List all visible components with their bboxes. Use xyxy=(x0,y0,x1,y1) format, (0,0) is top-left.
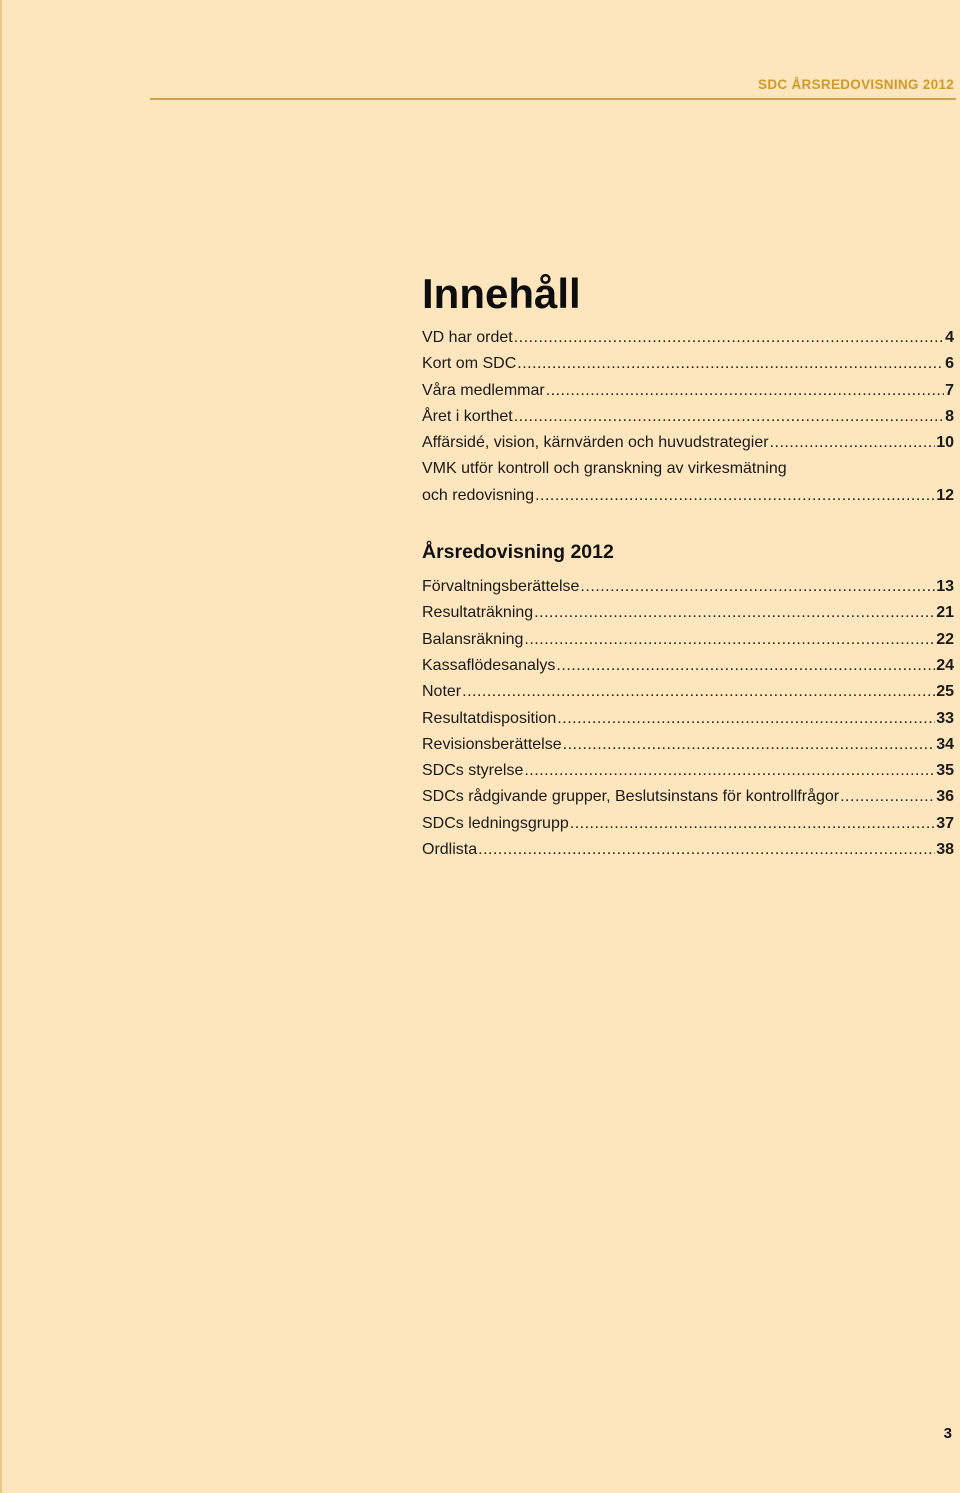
toc-entry[interactable] xyxy=(422,706,954,732)
toc-entry-page: 35 xyxy=(936,762,954,780)
dot-leader xyxy=(514,404,944,430)
toc-entry-label: VD har ordet xyxy=(422,329,513,346)
dot-leader xyxy=(524,758,935,784)
header-divider xyxy=(150,98,956,100)
toc-entry-page: 25 xyxy=(936,683,954,701)
toc-entry-label: Kort om SDC xyxy=(422,355,517,373)
dot-leader xyxy=(462,679,935,705)
toc-entry-page: 24 xyxy=(936,656,954,674)
toc-entry-label: Revisionsberättelse xyxy=(422,735,562,753)
dot-leader xyxy=(546,378,944,404)
dot-leader xyxy=(535,483,935,509)
toc-entry-label: Kassaflödesanalys xyxy=(422,656,556,674)
dot-leader xyxy=(770,430,936,456)
table-of-contents xyxy=(422,268,954,863)
page-number: 3 xyxy=(943,1425,952,1442)
dot-leader xyxy=(580,574,935,600)
toc-entry[interactable] xyxy=(422,325,954,351)
dot-leader xyxy=(563,732,936,758)
toc-entry[interactable] xyxy=(422,456,954,509)
dot-leader xyxy=(534,600,935,626)
toc-entry-page: 12 xyxy=(936,486,954,504)
toc-heading: Innehåll xyxy=(422,270,581,317)
toc-entry-page: 13 xyxy=(936,578,954,596)
toc-entry[interactable] xyxy=(422,732,954,758)
dot-leader xyxy=(570,811,935,837)
dot-leader xyxy=(517,351,944,377)
toc-entry-page: 34 xyxy=(936,735,954,753)
toc-entry-page: 36 xyxy=(936,788,954,806)
toc-entry-page: 33 xyxy=(936,709,954,727)
toc-entry-label: Resultaträkning xyxy=(422,604,534,622)
toc-entry[interactable] xyxy=(422,837,954,863)
page-left-edge xyxy=(0,0,2,1493)
toc-entry-label: SDCs rådgivande grupper, Beslutsinstans för kontrollfrågor xyxy=(422,788,840,806)
toc-entry-page: 6 xyxy=(945,355,954,373)
toc-entry-label: Förvaltningsberättelse xyxy=(422,578,580,596)
toc-entry-label: Ordlista xyxy=(422,841,478,859)
dot-leader xyxy=(557,706,935,732)
toc-entry-page: 10 xyxy=(936,434,954,452)
toc-entry-label: SDCs styrelse xyxy=(422,762,524,780)
toc-entry[interactable] xyxy=(422,627,954,653)
toc-entry-label: Noter xyxy=(422,683,462,701)
dot-leader xyxy=(514,325,944,351)
toc-entry[interactable] xyxy=(422,404,954,430)
toc-entry-label: Året i korthet xyxy=(422,407,513,425)
toc-entry-label: Resultatdisposition xyxy=(422,709,557,727)
toc-entry-page: 37 xyxy=(936,814,954,832)
toc-entry[interactable] xyxy=(422,600,954,626)
toc-entry-label: Affärsidé, vision, kärnvärden och huvudstrategier xyxy=(422,434,769,452)
dot-leader xyxy=(524,627,935,653)
toc-entry[interactable] xyxy=(422,574,954,600)
toc-entry[interactable] xyxy=(422,784,954,810)
toc-entry-page: 21 xyxy=(936,604,954,622)
dot-leader xyxy=(556,653,935,679)
toc-entry[interactable] xyxy=(422,679,954,705)
toc-entry-page: 38 xyxy=(936,841,954,859)
toc-entry[interactable] xyxy=(422,653,954,679)
toc-entry-label: och redovisning xyxy=(422,486,535,504)
running-header-title: SDC ÅRSREDOVISNING 2012 xyxy=(758,77,954,92)
toc-entry-page: 8 xyxy=(945,407,954,425)
dot-leader xyxy=(840,784,935,810)
toc-entry-label: Balansräkning xyxy=(422,630,524,648)
toc-entry[interactable] xyxy=(422,758,954,784)
toc-section-heading: Årsredovisning 2012 xyxy=(422,541,614,564)
toc-entry[interactable] xyxy=(422,430,954,456)
toc-entry-label-line1: VMK utför kontroll och granskning av virkesmätning xyxy=(422,460,787,478)
toc-entry-page: 7 xyxy=(945,381,954,399)
toc-entry-page: 22 xyxy=(936,630,954,648)
toc-entry-page: 4 xyxy=(945,329,954,346)
toc-entry[interactable] xyxy=(422,378,954,404)
toc-entry-label: SDCs ledningsgrupp xyxy=(422,814,569,832)
dot-leader xyxy=(478,837,935,863)
toc-entry[interactable] xyxy=(422,811,954,837)
toc-entry-label: Våra medlemmar xyxy=(422,381,545,399)
toc-entry[interactable] xyxy=(422,351,954,377)
